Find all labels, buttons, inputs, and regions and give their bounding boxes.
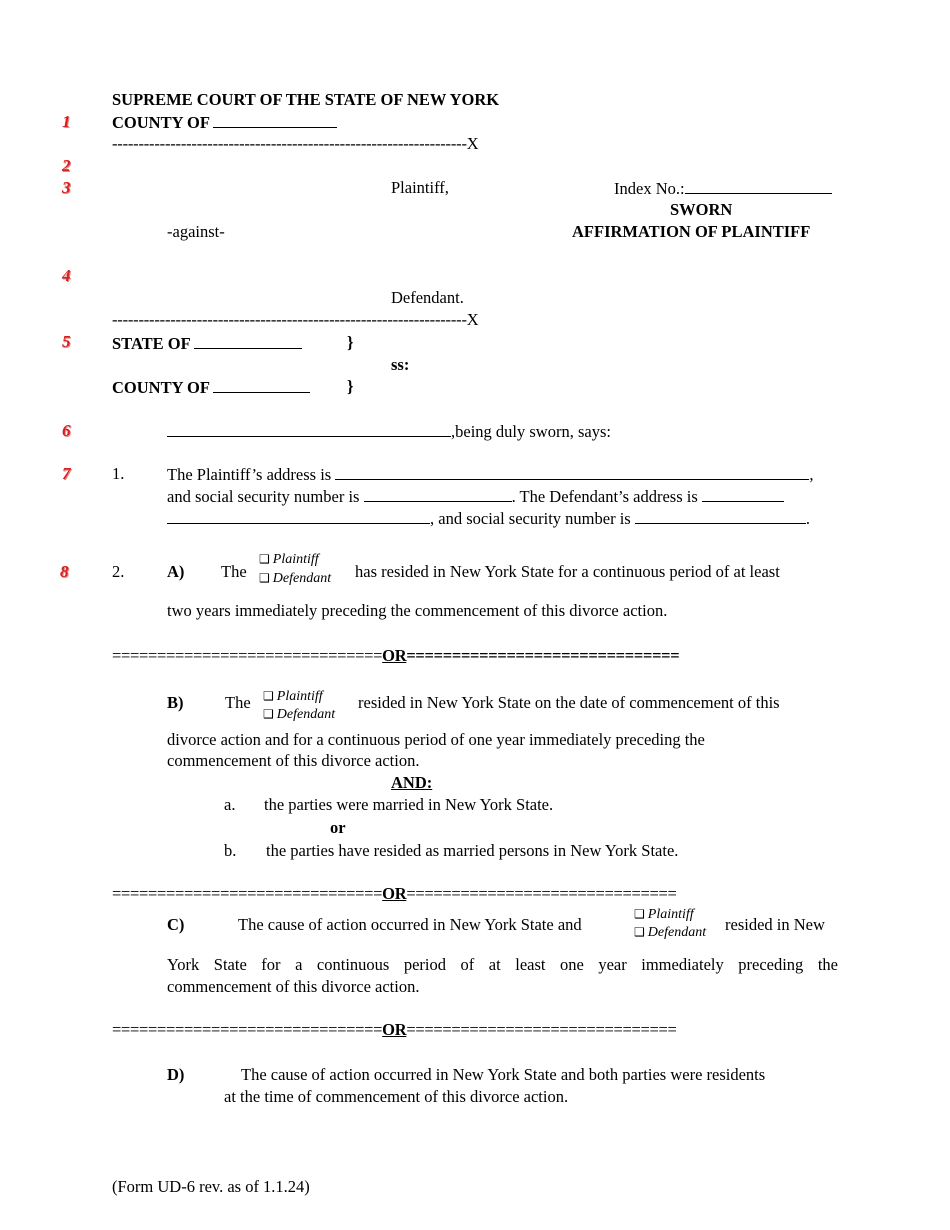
checkbox-icon: ❑ [259, 552, 270, 566]
option-a-the: The [221, 562, 247, 581]
option-b-text1: resided in New York State on the date of commencement of this [358, 693, 780, 712]
option-b-sub-b-text: the parties have resided as married persons in New York State. [266, 841, 679, 860]
margin-number: 8 [60, 562, 69, 581]
checkbox-icon: ❑ [263, 689, 274, 703]
against-label: -against- [167, 222, 225, 241]
county-label: COUNTY OF [112, 113, 210, 132]
option-a-text2: two years immediately preceding the commencement of this divorce action. [167, 601, 668, 620]
margin-number: 2 [62, 156, 71, 175]
venue-state-blank[interactable] [194, 333, 302, 349]
doc-title-line2: AFFIRMATION OF PLAINTIFF [572, 222, 811, 241]
venue-county-blank[interactable] [213, 377, 310, 393]
divider-rule: ============================== [112, 646, 383, 665]
margin-number: 5 [62, 332, 71, 351]
option-d-label: D) [167, 1065, 185, 1084]
checkbox-icon: ❑ [634, 925, 645, 939]
option-a-text1: has resided in New York State for a continuous period of at least [355, 562, 780, 581]
court-title: SUPREME COURT OF THE STATE OF NEW YORK [112, 90, 500, 109]
checkbox-icon: ❑ [263, 707, 274, 721]
divider-rule: ============================== [406, 646, 680, 665]
or-divider [112, 884, 677, 904]
para1-number: 1. [112, 464, 125, 483]
divider-rule: ============================== [112, 884, 383, 903]
margin-number: 1 [62, 112, 71, 131]
option-c-text2: York State for a continuous period of at least one year immediately preceding the [167, 955, 838, 974]
defendant-address-blank-2[interactable] [167, 508, 430, 524]
option-b-the: The [225, 693, 251, 712]
punctuation: , [809, 465, 814, 484]
para1-line1 [167, 464, 813, 485]
option-d-text1: The cause of action occurred in New York State and both parties were residents [241, 1065, 766, 1084]
checkbox-plaintiff-a[interactable] [259, 551, 319, 568]
caption-separator: -------------------------------------------------------------------X [112, 310, 479, 329]
checkbox-defendant-a[interactable] [259, 570, 331, 587]
or-word: OR [382, 1020, 407, 1039]
venue-state [112, 333, 302, 354]
index-line [614, 178, 832, 199]
option-b-text3: commencement of this divorce action. [167, 751, 420, 770]
punctuation: . [805, 509, 810, 528]
checkbox-plaintiff-b[interactable] [263, 688, 323, 705]
venue-brace: } [347, 377, 354, 396]
para1-line3 [167, 508, 810, 529]
venue-ss: ss: [391, 355, 410, 374]
defendant-label: Defendant. [391, 288, 464, 307]
margin-number: 7 [62, 464, 71, 483]
venue-brace: } [347, 333, 354, 352]
divider-rule: ============================== [406, 884, 677, 903]
or-divider [112, 646, 679, 666]
plaintiff-address-blank[interactable] [335, 464, 809, 480]
affiant-name-blank[interactable] [167, 421, 451, 437]
venue-state-label: STATE OF [112, 334, 191, 353]
checkbox-plaintiff-c[interactable] [634, 906, 694, 923]
index-label: Index No.: [614, 179, 685, 198]
checkbox-icon: ❑ [634, 907, 645, 921]
checkbox-label: Plaintiff [272, 552, 319, 567]
defendant-ssn-blank[interactable] [635, 508, 806, 524]
sworn-line [167, 421, 611, 442]
margin-number: 3 [62, 178, 71, 197]
index-blank[interactable] [685, 178, 832, 194]
option-b-sub-b-label: b. [224, 841, 237, 860]
defendant-address-blank[interactable] [702, 486, 784, 502]
option-b-sub-a-text: the parties were married in New York State. [264, 795, 554, 814]
or-word: OR [382, 884, 407, 903]
plaintiff-label: Plaintiff, [391, 178, 449, 197]
or-word: OR [382, 646, 407, 665]
para1-line2 [167, 486, 784, 507]
option-a-label: A) [167, 562, 185, 581]
checkbox-defendant-b[interactable] [263, 706, 335, 723]
or-divider [112, 1020, 677, 1040]
county-blank[interactable] [213, 112, 337, 128]
plaintiff-address-label: The Plaintiff’s address is [167, 465, 332, 484]
county-line [112, 112, 337, 133]
form-footer: (Form UD-6 rev. as of 1.1.24) [112, 1177, 310, 1196]
margin-number: 4 [62, 266, 71, 285]
or-small: or [330, 818, 346, 837]
plaintiff-ssn-label: and social security number is [167, 487, 360, 506]
checkbox-label: Plaintiff [276, 689, 323, 704]
caption-separator: -------------------------------------------------------------------X [112, 134, 479, 153]
divider-rule: ============================== [112, 1020, 383, 1039]
doc-title-line1: SWORN [670, 200, 733, 219]
option-c-text3: commencement of this divorce action. [167, 977, 420, 996]
option-c-text1: The cause of action occurred in New York State and [238, 915, 582, 934]
venue-county-label: COUNTY OF [112, 378, 210, 397]
option-d-text2: at the time of commencement of this divorce action. [224, 1087, 569, 1106]
checkbox-label: Defendant [276, 707, 336, 722]
venue-county [112, 377, 310, 398]
sworn-text: ,being duly sworn, says: [451, 422, 611, 441]
and-heading: AND: [391, 773, 433, 792]
margin-number: 6 [62, 421, 71, 440]
checkbox-label: Defendant [647, 925, 707, 940]
defendant-ssn-label: , and social security number is [430, 509, 631, 528]
checkbox-icon: ❑ [259, 571, 270, 585]
option-b-sub-a-label: a. [224, 795, 236, 814]
checkbox-defendant-c[interactable] [634, 924, 706, 941]
defendant-address-label: . The Defendant’s address is [511, 487, 698, 506]
para2-number: 2. [112, 562, 125, 581]
option-b-text2: divorce action and for a continuous period of one year immediately preceding the [167, 730, 705, 749]
option-c-text1-end: resided in New [725, 915, 825, 934]
divider-rule: ============================== [406, 1020, 677, 1039]
plaintiff-ssn-blank[interactable] [364, 486, 512, 502]
option-b-label: B) [167, 693, 184, 712]
checkbox-label: Defendant [272, 571, 332, 586]
checkbox-label: Plaintiff [647, 907, 694, 922]
option-c-label: C) [167, 915, 185, 934]
